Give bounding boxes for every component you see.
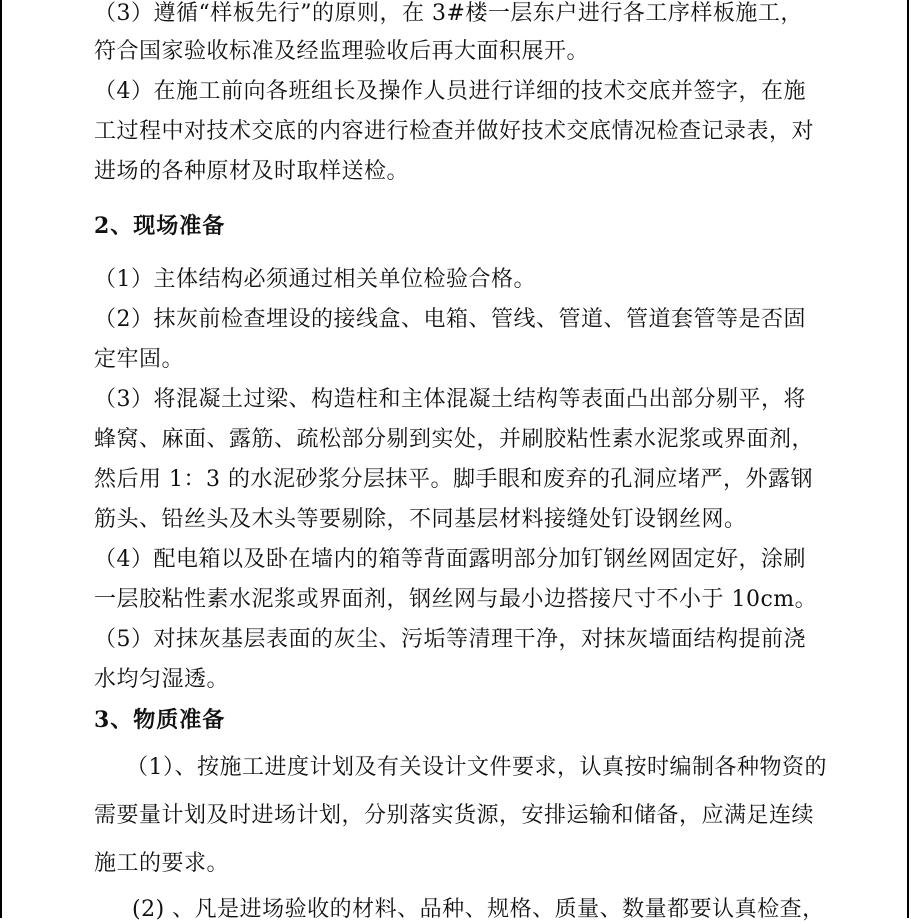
text-line: （5）对抹灰基层表面的灰尘、污垢等清理干净，对抹灰墙面结构提前浇 <box>94 627 806 652</box>
text-line: 水均匀湿透。 <box>94 667 230 692</box>
text-line: 蜂窝、麻面、露筋、疏松部分剔到实处，并刷胶粘性素水泥浆或界面剂， <box>94 427 815 452</box>
text-line: （3）遵循“样板先行”的原则，在 3#楼一层东户进行各工序样板施工， <box>94 1 803 26</box>
text-line: 筋头、铅丝头及木头等要剔除，不同基层材料接缝处钉设钢丝网。 <box>94 507 747 532</box>
section-heading: 3、物质准备 <box>94 707 226 733</box>
section-heading: 2、现场准备 <box>94 213 226 239</box>
text-line: （1）主体结构必须通过相关单位检验合格。 <box>94 267 536 292</box>
text-line: 进场的各种原材及时取样送检。 <box>94 159 410 184</box>
text-line: （2）抹灰前检查埋设的接线盒、电箱、管线、管道、管道套管等是否固 <box>94 307 806 332</box>
text-line: (2) 、凡是进场验收的材料、品种、规格、质量、数量都要认真检查， <box>132 897 825 922</box>
text-line: 工过程中对技术交底的内容进行检查并做好技术交底情况检查记录表，对 <box>94 119 815 144</box>
text-line: （4）在施工前向各班组长及操作人员进行详细的技术交底并签字，在施 <box>94 79 806 104</box>
text-line: 施工的要求。 <box>94 851 230 876</box>
text-line: 符合国家验收标准及经监理验收后再大面积展开。 <box>94 39 590 64</box>
text-line: （1）、按施工进度计划及有关设计文件要求，认真按时编制各种物资的 <box>126 755 827 780</box>
text-line: 定牢固。 <box>94 347 185 372</box>
text-line: （3）将混凝土过梁、构造柱和主体混凝土结构等表面凸出部分剔平，将 <box>94 387 806 412</box>
text-line: （4）配电箱以及卧在墙内的箱等背面露明部分加钉钢丝网固定好，涂刷 <box>94 547 806 572</box>
text-line: 然后用 1：3 的水泥砂浆分层抹平。脚手眼和废弃的孔洞应堵严，外露钢 <box>94 467 813 492</box>
text-line: 一层胶粘性素水泥浆或界面剂，钢丝网与最小边搭接尺寸不小于 10cm。 <box>94 587 818 612</box>
text-line: 需要量计划及时进场计划，分别落实货源，安排运输和储备，应满足连续 <box>94 803 815 828</box>
